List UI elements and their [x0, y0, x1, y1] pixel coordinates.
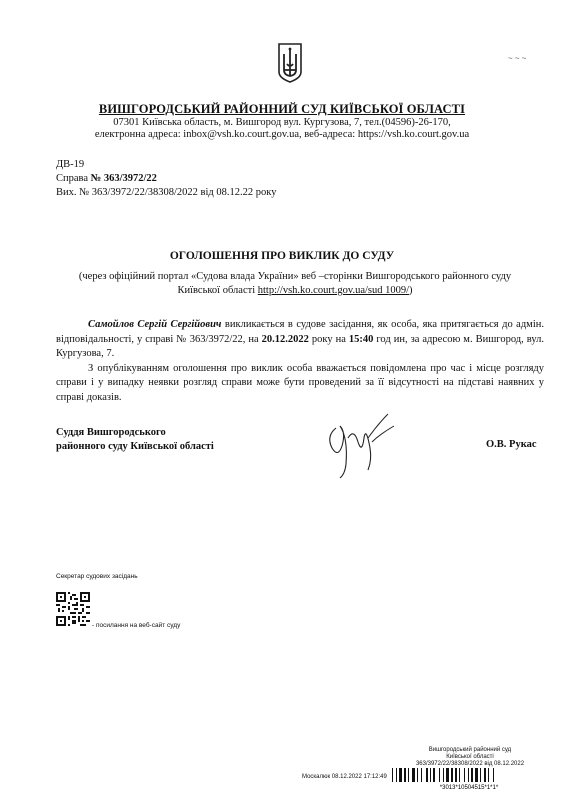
barcode-bar — [468, 768, 469, 782]
qr-caption: - посилання на веб-сайт суду — [92, 622, 181, 629]
barcode-bar — [404, 768, 406, 782]
barcode-bar — [488, 768, 489, 782]
barcode-bar — [412, 768, 415, 782]
barcode-bar — [417, 768, 418, 782]
court-address: 07301 Київська область, м. Вишгород вул. Кургузова, 7, тел.(04596)-26-170, — [113, 117, 451, 128]
form-code: ДВ-19 — [56, 159, 85, 170]
hearing-time: 15:40 — [348, 333, 374, 345]
barcode-bar — [408, 768, 409, 782]
stamp-line-1: Вишгородський районний суд — [428, 747, 512, 753]
outgoing-number: Вих. № 363/3972/22/38308/2022 від 08.12.22 року — [56, 187, 277, 198]
portal-close: ) — [409, 285, 413, 296]
barcode-bar — [399, 768, 402, 782]
hearing-date: 20.12.2022 — [261, 333, 309, 345]
judge-title-line-1: Суддя Вишгородського — [56, 427, 166, 438]
barcode-bar — [475, 768, 478, 782]
judge-signature — [318, 408, 398, 480]
corner-marks: ~ ~ ~ — [508, 54, 527, 63]
court-contacts: електронна адреса: inbox@vsh.ko.court.gov.ua, веб-адреса: https://vsh.ko.court.gov.ua — [94, 129, 470, 140]
barcode-bar — [439, 768, 440, 782]
stamp-line-3: 363/3972/22/38308/2022 від 08.12.2022 — [415, 761, 525, 767]
registration-stamp — [390, 747, 550, 768]
barcode-bar — [455, 768, 457, 782]
barcode-bar — [443, 768, 444, 782]
barcode-bar — [433, 768, 435, 782]
coat-of-arms-icon — [276, 42, 304, 84]
case-number: № 363/3972/22 — [90, 173, 157, 184]
barcode-bar — [484, 768, 486, 782]
body-paragraph-1 — [56, 318, 544, 362]
judge-title — [56, 426, 214, 454]
portal-link[interactable]: http://vsh.ko.court.gov.ua/sud 1009/ — [257, 285, 410, 296]
barcode-bar — [464, 768, 465, 782]
barcode-bar — [426, 768, 428, 782]
case-reference — [56, 172, 157, 186]
barcode-bar — [471, 768, 473, 782]
barcode-bar — [451, 768, 453, 782]
barcode-bar — [392, 768, 393, 782]
barcode-bar — [421, 768, 422, 782]
notice-body — [56, 318, 544, 405]
person-name: Самойлов Сергій Сергійович — [88, 319, 222, 330]
barcode-bar — [493, 768, 494, 782]
barcode-bar — [430, 768, 431, 782]
notice-title: ОГОЛОШЕННЯ ПРО ВИКЛИК ДО СУДУ — [169, 250, 395, 262]
barcode-text: *3013*10504515*1*1* — [439, 785, 499, 790]
judge-name: О.В. Рукас — [486, 439, 537, 450]
body-text-c: год ин, за адресою м. Вишгород, вул. Кургузова, 7. — [56, 333, 544, 359]
case-label: Справа — [56, 173, 91, 184]
body-paragraph-2: З опублікуванням оголошення про виклик особа вважається повідомлена про час і місце розгляду справи і у випадку неявки розгляд справи може бути проведений за її відсутності на підставі наявних у справі доказів. — [56, 362, 544, 403]
barcode-bar — [446, 768, 449, 782]
court-name: ВИШГОРОДСЬКИЙ РАЙОННИЙ СУД КИЇВСЬКОЇ ОБЛАСТІ — [98, 102, 466, 116]
judge-title-line-2: районного суду Київської області — [56, 441, 214, 452]
barcode-bar — [396, 768, 397, 782]
portal-note — [60, 270, 530, 298]
qr-code-icon[interactable] — [56, 592, 90, 626]
stamp-line-2: Київської області — [446, 754, 494, 760]
body-text-b: року на — [308, 333, 349, 345]
body-text-a: викликається в судове засідання, як особа, яка притягається до адмін. відповідальності, у справі № 363/3972/22, на — [56, 319, 544, 345]
barcode-bar — [459, 768, 460, 782]
secretary-label: Секретар судових засідань — [56, 573, 138, 580]
barcode — [390, 768, 548, 790]
stamp-time: Москалюк 08.12.2022 17:12:49 — [302, 774, 387, 780]
portal-text: (через офіційний портал «Судова влада України» веб –сторінки Вишгородського районного суду Київської області — [78, 271, 512, 296]
barcode-bar — [480, 768, 481, 782]
